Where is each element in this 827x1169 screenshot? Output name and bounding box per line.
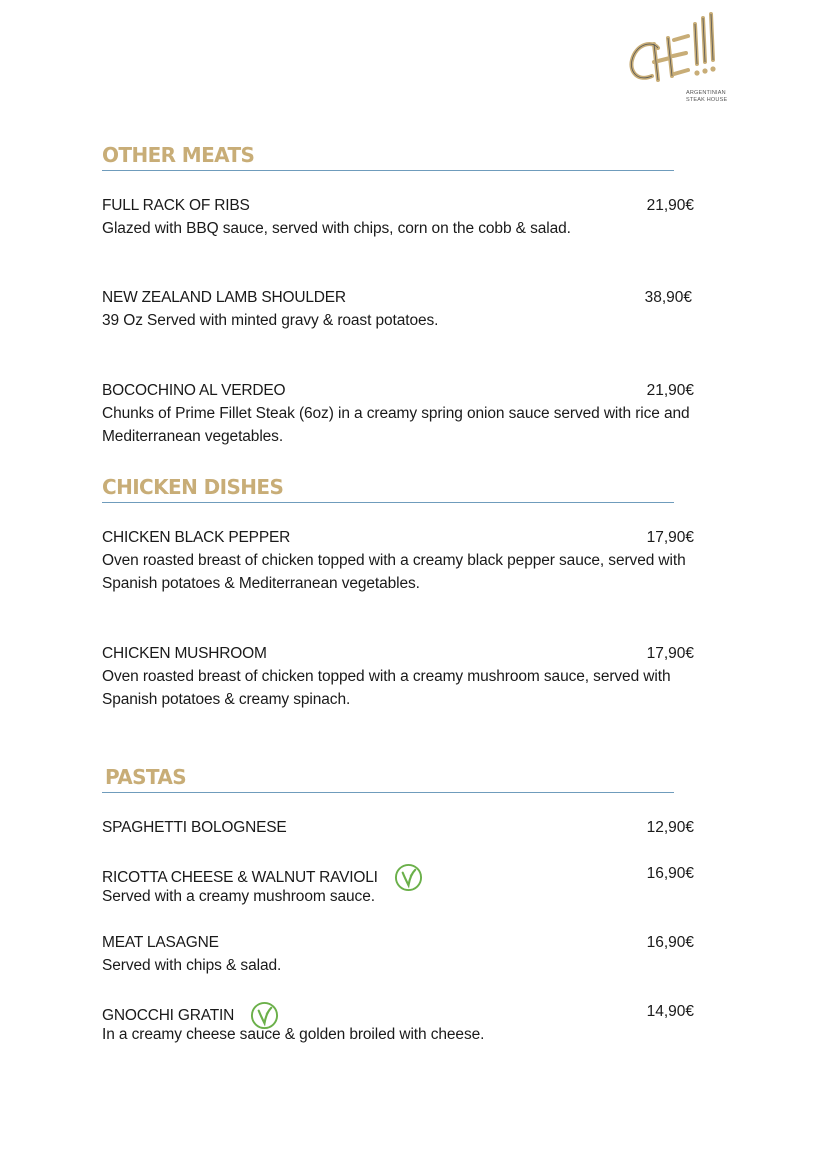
- brand-logo: [624, 10, 734, 110]
- item-price: 21,90€: [646, 197, 694, 214]
- item-name: FULL RACK OF RIBS: [102, 197, 250, 214]
- section-chicken-dishes: [102, 475, 674, 503]
- item-price: 38,90€: [644, 289, 692, 306]
- section-divider: [102, 792, 674, 793]
- item-name: BOCOCHINO AL VERDEO: [102, 382, 286, 399]
- item-price: 12,90€: [646, 819, 694, 836]
- item-price: 21,90€: [646, 382, 694, 399]
- menu-item-chicken-black-pepper: [102, 527, 694, 595]
- section-divider: [102, 170, 674, 171]
- che-logo-mark: [624, 10, 734, 95]
- section-divider: [102, 502, 674, 503]
- item-name: [102, 1001, 279, 1030]
- section-title: CHICKEN DISHES: [102, 475, 284, 499]
- section-title: PASTAS: [105, 765, 187, 789]
- item-description: In a creamy cheese sauce & golden broiled with cheese.: [102, 1026, 485, 1043]
- item-name: NEW ZEALAND LAMB SHOULDER: [102, 289, 346, 306]
- item-description: Served with chips & salad.: [102, 957, 282, 974]
- menu-item-new-zealand-lamb-shoulder: [102, 287, 694, 332]
- vegetarian-icon: [394, 863, 423, 892]
- item-name-text: GNOCCHI GRATIN: [102, 1006, 235, 1024]
- item-price: 17,90€: [646, 529, 694, 546]
- brand-tagline: [686, 90, 746, 104]
- item-description: Chunks of Prime Fillet Steak (6oz) in a creamy spring onion sauce served with rice and Mediterranean vegetables.: [102, 405, 690, 445]
- item-price: 16,90€: [646, 865, 694, 882]
- tagline-line-2: STEAK HOUSE: [686, 97, 728, 103]
- section-title: OTHER MEATS: [102, 143, 255, 167]
- item-price: 14,90€: [646, 1003, 694, 1020]
- item-description: Oven roasted breast of chicken topped with a creamy mushroom sauce, served with Spanish potatoes & creamy spinach.: [102, 668, 671, 708]
- menu-item-gnocchi-gratin: [102, 1001, 694, 1046]
- menu-item-spaghetti-bolognese: [102, 817, 694, 839]
- menu-item-chicken-mushroom: [102, 643, 694, 711]
- item-description: Glazed with BBQ sauce, served with chips, corn on the cobb & salad.: [102, 220, 571, 237]
- item-name: SPAGHETTI BOLOGNESE: [102, 819, 287, 836]
- vegetarian-icon: [250, 1001, 279, 1030]
- item-description: Served with a creamy mushroom sauce.: [102, 888, 375, 905]
- section-pastas: [102, 765, 674, 793]
- tagline-line-1: ARGENTINIAN: [686, 90, 726, 96]
- item-price: 17,90€: [646, 645, 694, 662]
- menu-item-ricotta-walnut-ravioli: [102, 863, 694, 908]
- item-price: 16,90€: [646, 934, 694, 951]
- menu-item-full-rack-of-ribs: [102, 195, 694, 240]
- item-name: [102, 863, 423, 892]
- item-name: MEAT LASAGNE: [102, 934, 219, 951]
- menu-item-meat-lasagne: [102, 932, 694, 977]
- item-name: CHICKEN MUSHROOM: [102, 645, 267, 662]
- item-name-text: RICOTTA CHEESE & WALNUT RAVIOLI: [102, 868, 378, 886]
- section-other-meats: [102, 143, 674, 171]
- item-description: Oven roasted breast of chicken topped with a creamy black pepper sauce, served with Spanish potatoes & Mediterranean vegetables.: [102, 552, 686, 592]
- item-name: CHICKEN BLACK PEPPER: [102, 529, 291, 546]
- item-description: 39 Oz Served with minted gravy & roast potatoes.: [102, 312, 439, 329]
- menu-item-bocochino-al-verdeo: [102, 380, 694, 448]
